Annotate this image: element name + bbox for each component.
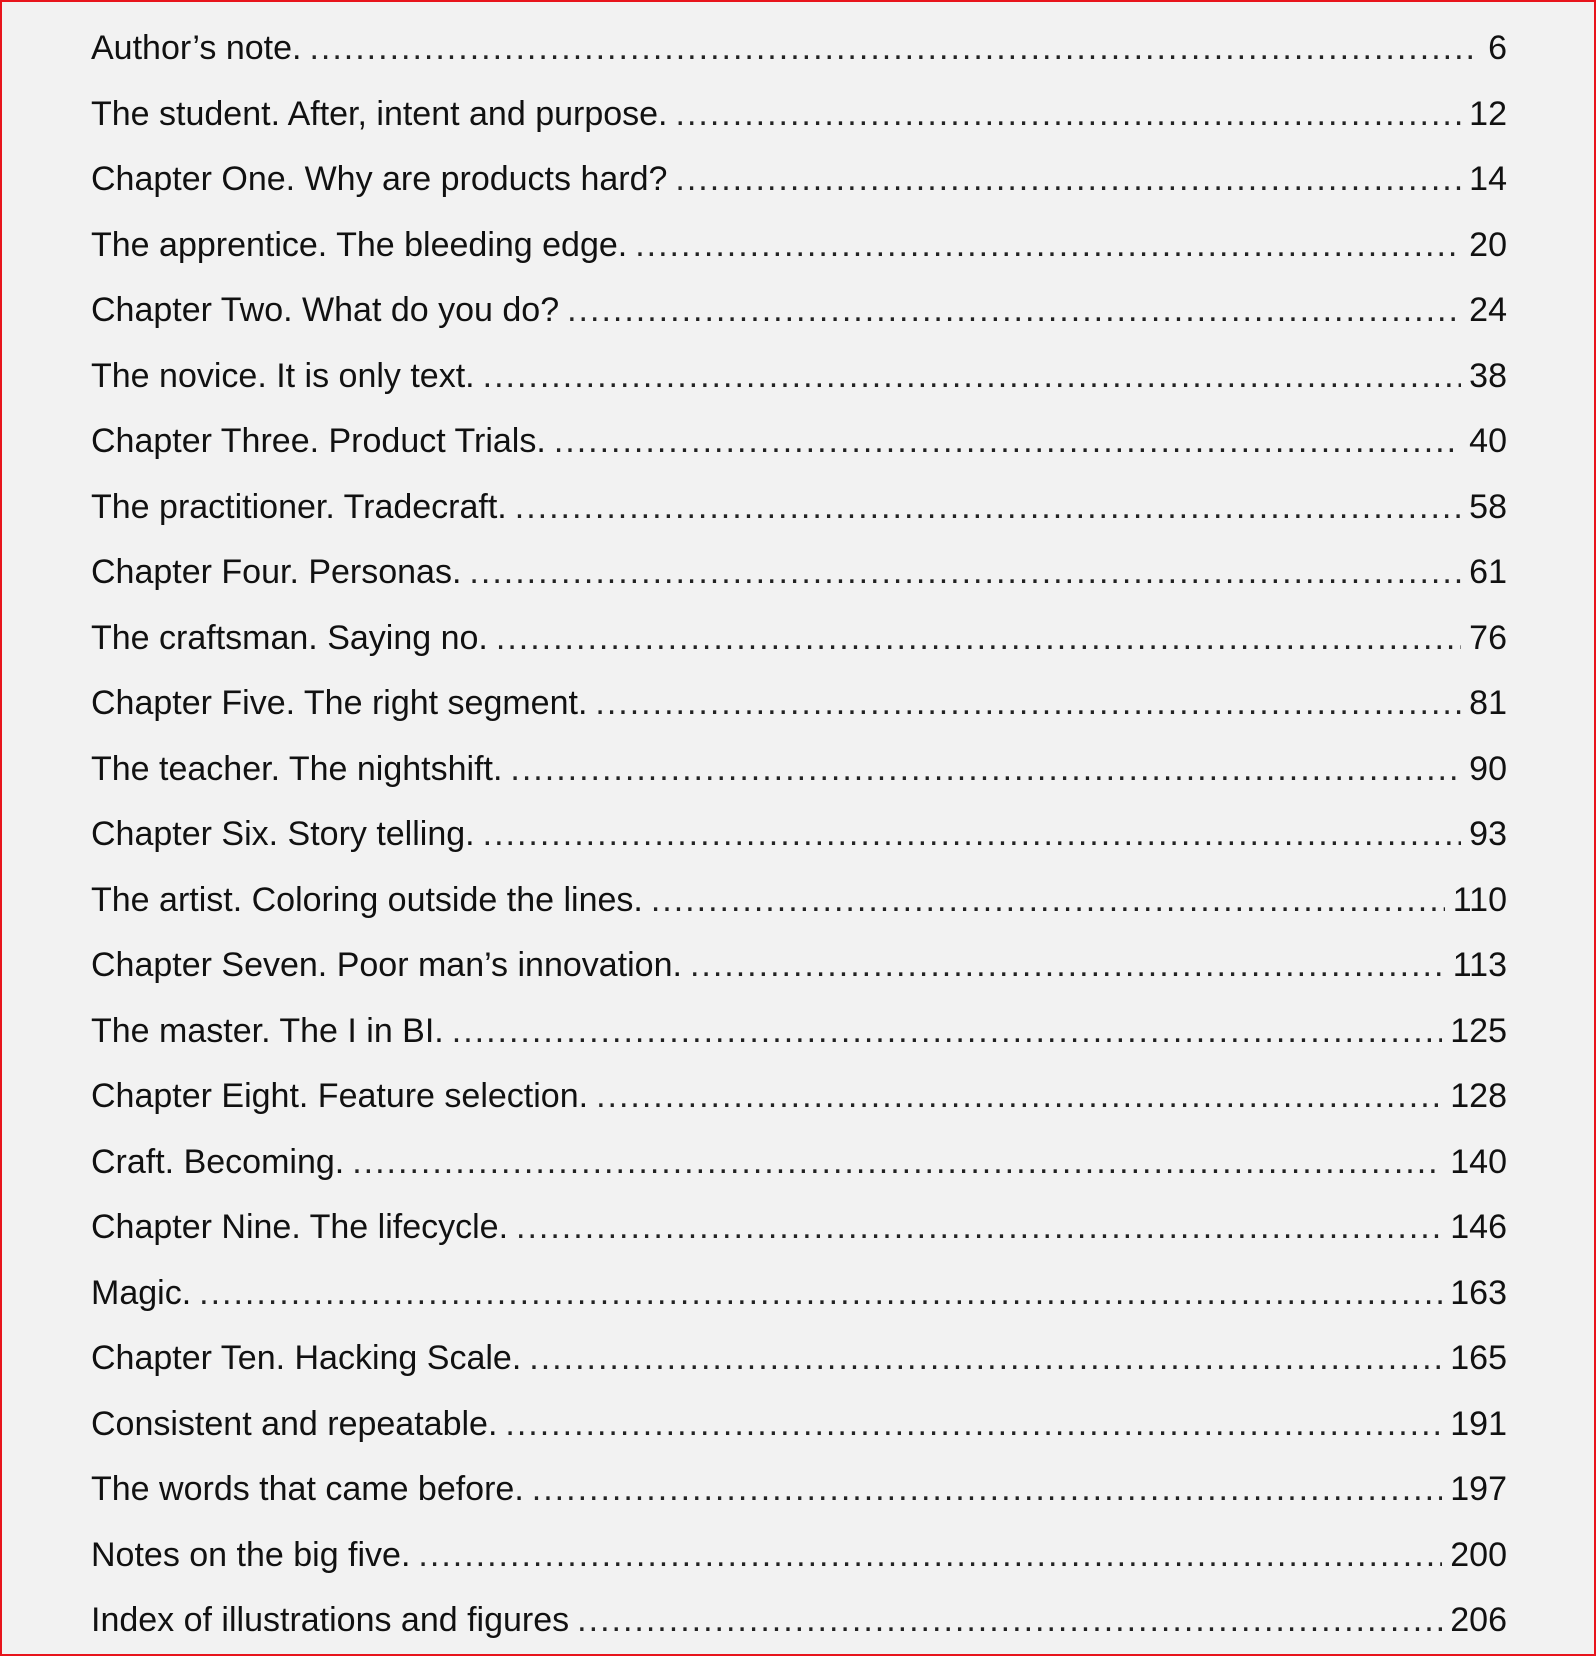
toc-entry[interactable] [91,409,1507,475]
toc-entry-page: 165 [1450,1339,1507,1377]
toc-entry[interactable] [91,1523,1507,1589]
toc-entry-title: Chapter Five. The right segment. [91,684,588,722]
toc-entry-page: 58 [1469,487,1507,526]
toc-entry-page: 197 [1450,1470,1507,1508]
toc-entry-page: 14 [1469,160,1507,198]
toc-entry-page: 200 [1450,1535,1507,1574]
toc-entry[interactable] [91,1392,1507,1458]
toc-entry-title: Craft. Becoming. [91,1142,345,1181]
toc-entry-title: Chapter Ten. Hacking Scale. [91,1339,522,1377]
toc-entry-title: Notes on the big five. [91,1535,411,1574]
toc-entry-page: 125 [1450,1011,1507,1050]
toc-entry-page: 146 [1450,1208,1507,1246]
toc-entry[interactable] [91,1195,1507,1261]
toc-entry-title: The student. After, intent and purpose. [91,94,668,133]
toc-entry[interactable] [91,671,1507,737]
toc-entry[interactable] [91,999,1507,1065]
toc-entry-title: The craftsman. Saying no. [91,618,488,657]
toc-entry[interactable] [91,147,1507,213]
toc-entry[interactable] [91,16,1507,82]
toc-dot-leader [309,16,1480,82]
toc-entry-title: The master. The I in BI. [91,1011,444,1050]
toc-entry-page: 24 [1469,291,1507,329]
toc-dot-leader [515,475,1461,541]
toc-dot-leader [532,1457,1442,1523]
toc-entry-page: 113 [1452,946,1507,984]
toc-dot-leader [651,868,1445,934]
toc-entry[interactable] [91,475,1507,541]
toc-entry-title: Chapter Seven. Poor man’s innovation. [91,946,682,984]
toc-entry-page: 163 [1450,1273,1507,1312]
toc-entry[interactable] [91,82,1507,148]
toc-dot-leader [516,1195,1442,1261]
toc-entry-page: 206 [1450,1601,1507,1639]
toc-dot-leader [452,999,1443,1065]
toc-entry-page: 81 [1469,684,1507,722]
toc-entry-page: 110 [1452,880,1507,919]
toc-entry-page: 38 [1469,356,1507,395]
toc-entry[interactable] [91,868,1507,934]
toc-entry-title: Chapter Two. What do you do? [91,291,560,329]
toc-entry-title: The novice. It is only text. [91,356,475,395]
toc-entry-title: The words that came before. [91,1470,524,1508]
toc-entry-page: 12 [1469,94,1507,133]
toc-dot-leader [675,147,1461,213]
toc-dot-leader [469,540,1461,606]
toc-dot-leader [483,344,1462,410]
toc-entry-title: Chapter Nine. The lifecycle. [91,1208,509,1246]
table-of-contents [91,16,1507,1654]
toc-entry-page: 76 [1469,618,1507,657]
toc-dot-leader [567,278,1461,344]
toc-entry[interactable] [91,933,1507,999]
toc-entry-title: Consistent and repeatable. [91,1404,498,1443]
toc-entry[interactable] [91,1130,1507,1196]
toc-entry-page: 128 [1450,1077,1507,1115]
toc-entry-title: Chapter Six. Story telling. [91,815,475,853]
toc-entry-title: The apprentice. The bleeding edge. [91,225,628,264]
toc-entry-title: The teacher. The nightshift. [91,749,503,788]
toc-entry-page: 40 [1469,422,1507,460]
toc-entry-page: 93 [1469,815,1507,853]
toc-entry[interactable] [91,1064,1507,1130]
toc-entry[interactable] [91,213,1507,279]
toc-entry-title: Author’s note. [91,29,302,67]
toc-dot-leader [505,1392,1442,1458]
toc-entry[interactable] [91,1261,1507,1327]
toc-entry[interactable] [91,606,1507,672]
toc-dot-leader [496,606,1461,672]
toc-entry-page: 6 [1488,29,1507,67]
toc-entry[interactable] [91,737,1507,803]
toc-dot-leader [352,1130,1442,1196]
toc-dot-leader [483,802,1462,868]
toc-entry-title: Chapter Three. Product Trials. [91,422,546,460]
toc-entry[interactable] [91,540,1507,606]
toc-entry[interactable] [91,1457,1507,1523]
toc-dot-leader [199,1261,1442,1327]
toc-entry[interactable] [91,802,1507,868]
toc-dot-leader [510,737,1461,803]
toc-dot-leader [635,213,1461,279]
toc-entry-title: Index of illustrations and figures [91,1601,570,1639]
toc-entry-title: The practitioner. Tradecraft. [91,487,507,526]
toc-dot-leader [595,671,1461,737]
toc-dot-leader [577,1588,1442,1654]
toc-entry-page: 140 [1450,1142,1507,1181]
toc-entry-page: 90 [1469,749,1507,788]
toc-entry-title: Chapter Eight. Feature selection. [91,1077,589,1115]
toc-dot-leader [418,1523,1442,1589]
toc-dot-leader [690,933,1445,999]
toc-entry-title: Magic. [91,1273,192,1312]
toc-entry-title: Chapter One. Why are products hard? [91,160,668,198]
toc-entry[interactable] [91,1326,1507,1392]
toc-dot-leader [596,1064,1442,1130]
toc-dot-leader [529,1326,1442,1392]
toc-entry-page: 20 [1469,225,1507,264]
toc-dot-leader [554,409,1461,475]
toc-entry-page: 61 [1469,553,1507,591]
toc-dot-leader [676,82,1462,148]
toc-entry[interactable] [91,1588,1507,1654]
toc-entry-title: The artist. Coloring outside the lines. [91,880,643,919]
toc-entry[interactable] [91,344,1507,410]
toc-entry[interactable] [91,278,1507,344]
toc-entry-page: 191 [1450,1404,1507,1443]
toc-entry-title: Chapter Four. Personas. [91,553,462,591]
